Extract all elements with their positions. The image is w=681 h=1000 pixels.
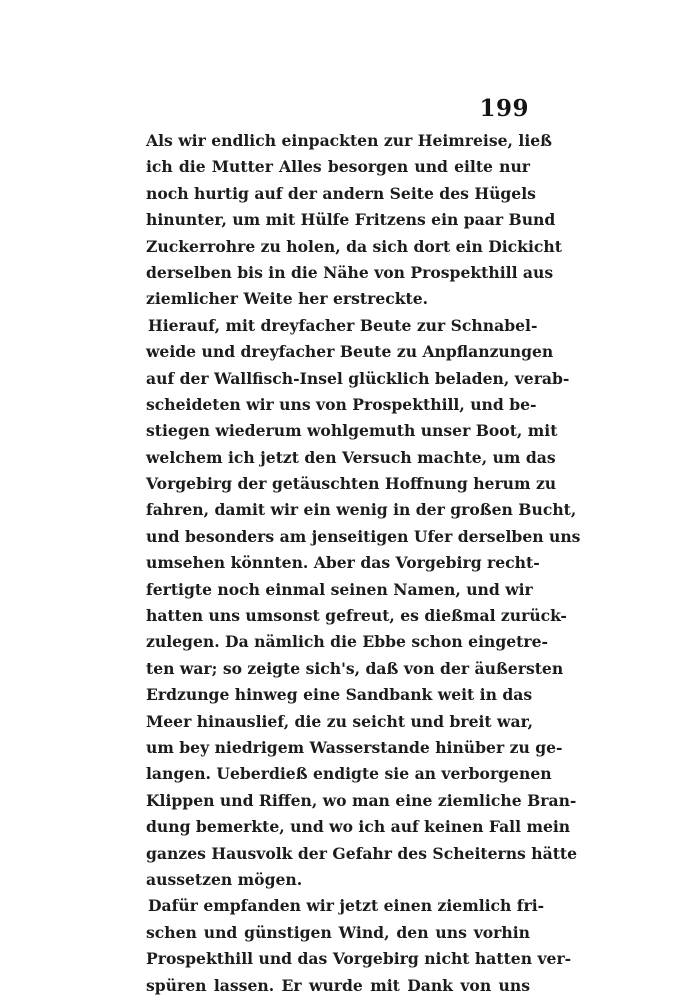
text-line: fertigte noch einmal seinen Namen, und wir bbox=[146, 579, 533, 599]
text-line: scheideten wir uns von Prospekthill, und be- bbox=[146, 394, 537, 414]
text-line: Klippen und Riffen, wo man eine ziemliche Bran- bbox=[146, 790, 577, 810]
text-line: stiegen wiederum wohlgemuth unser Boot, mit bbox=[146, 421, 558, 441]
page-number: 199 bbox=[479, 95, 529, 122]
text-line: Meer hinauslief, die zu seicht und breit war, bbox=[146, 711, 534, 731]
text-line: und besonders am jenseitigen Ufer derselben uns bbox=[146, 526, 581, 546]
text-line: Vorgebirg der getäuschten Hoffnung herum zu bbox=[146, 474, 557, 494]
text-line: spüren lassen. Er wurde mit Dank von uns bbox=[146, 975, 530, 995]
text-line: derselben bis in die Nähe von Prospekthill aus bbox=[146, 262, 554, 282]
text-line: ich die Mutter Alles besorgen und eilte nur bbox=[146, 157, 530, 177]
text-line: weide und dreyfacher Beute zu Anpflanzungen bbox=[146, 342, 554, 362]
text-line: Erdzunge hinweg eine Sandbank weit in das bbox=[146, 685, 533, 705]
text-line: fahren, damit wir ein wenig in der großen Bucht, bbox=[146, 500, 577, 520]
text-line: langen. Ueberdieß endigte sie an verborgenen bbox=[146, 764, 552, 784]
text-line: schen und günstigen Wind, den uns vorhin bbox=[146, 922, 530, 942]
text-line: welchem ich jetzt den Versuch machte, um das bbox=[146, 447, 556, 467]
text-line: Prospekthill und das Vorgebirg nicht hatten ver- bbox=[146, 949, 572, 969]
text-line: um bey niedrigem Wasserstande hinüber zu ge- bbox=[146, 737, 563, 757]
text-line: aussetzen mögen. bbox=[146, 869, 303, 889]
text-line: Zuckerrohre zu holen, da sich dort ein Dickicht bbox=[146, 236, 562, 256]
text-line: ziemlicher Weite her erstreckte. bbox=[146, 289, 429, 309]
text-line: hinunter, um mit Hülfe Fritzens ein paar Bund bbox=[146, 210, 556, 230]
text-line: dung bemerkte, und wo ich auf keinen Fall mein bbox=[146, 817, 571, 837]
text-line: umsehen könnten. Aber das Vorgebirg recht- bbox=[146, 553, 540, 573]
text-line: hatten uns umsonst gefreut, es dießmal zurück- bbox=[146, 606, 567, 626]
text-line: Als wir endlich einpackten zur Heimreise, ließ bbox=[146, 131, 553, 150]
text-line: Hierauf, mit dreyfacher Beute zur Schnabel- bbox=[148, 315, 538, 335]
body-text bbox=[146, 128, 581, 999]
text-line: ten war; so zeigte sich's, daß von der äußersten bbox=[146, 658, 564, 678]
text-line: noch hurtig auf der andern Seite des Hügels bbox=[146, 183, 536, 203]
text-line: auf der Wallfisch-Insel glücklich beladen, verab- bbox=[146, 368, 570, 388]
text-line: ganzes Hausvolk der Gefahr des Scheiterns hätte bbox=[146, 843, 578, 863]
text-line: Dafür empfanden wir jetzt einen ziemlich fri- bbox=[148, 896, 545, 916]
text-line: zulegen. Da nämlich die Ebbe schon eingetre- bbox=[146, 632, 548, 652]
